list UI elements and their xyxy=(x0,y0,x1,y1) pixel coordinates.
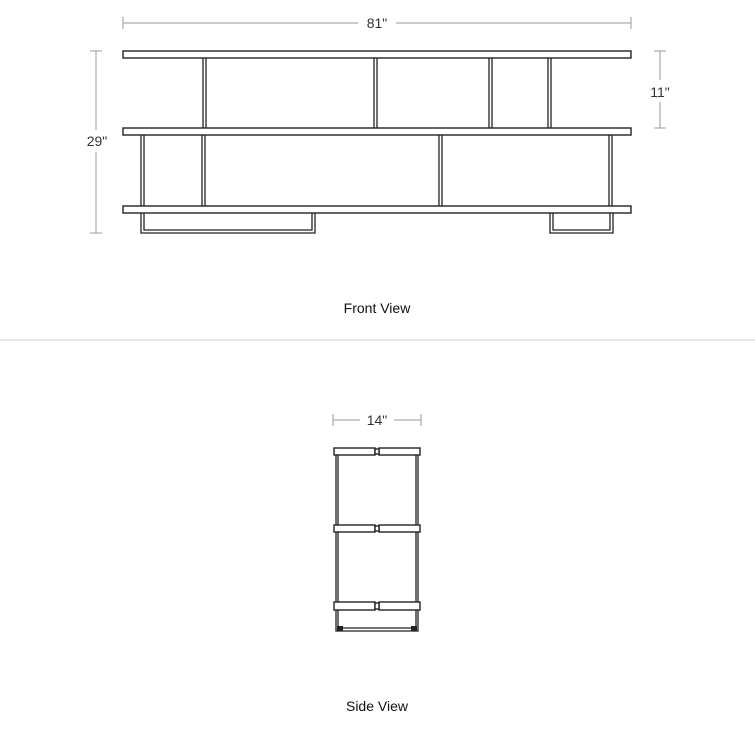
right-base-inner xyxy=(553,213,610,230)
side-top-shelf xyxy=(334,448,420,455)
top-shelf xyxy=(123,51,631,58)
shelf-joint xyxy=(375,526,379,531)
depth-dimension xyxy=(333,412,421,428)
upper-supports xyxy=(203,58,551,128)
height-dimension xyxy=(87,51,108,233)
middle-shelf xyxy=(123,128,631,135)
width-dimension xyxy=(123,15,631,31)
bottom-shelf xyxy=(123,206,631,213)
left-base-inner xyxy=(144,213,312,230)
side-foot xyxy=(337,626,343,631)
shelf-spacing-dimension xyxy=(650,51,670,128)
front-right-base xyxy=(550,213,613,233)
shelf-joint xyxy=(375,603,379,609)
side-foot xyxy=(411,626,417,631)
side-base-inner xyxy=(338,610,416,628)
side-shelf-half xyxy=(334,602,375,610)
lower-supports xyxy=(141,135,612,206)
side-view xyxy=(333,412,421,714)
height-dim-label: 29" xyxy=(86,133,108,149)
spacing-dim-label: 11" xyxy=(650,84,670,100)
side-shelf-half xyxy=(334,525,375,532)
depth-dim-label: 14" xyxy=(366,412,388,428)
side-shelf-half xyxy=(334,448,375,455)
side-base xyxy=(336,610,418,631)
side-shelf-half xyxy=(379,448,420,455)
side-shelf-half xyxy=(379,525,420,532)
width-dim-label: 81" xyxy=(366,15,388,31)
side-bottom-shelf xyxy=(334,602,420,610)
front-view xyxy=(87,15,670,316)
side-middle-shelf xyxy=(334,525,420,532)
side-shelf-half xyxy=(379,602,420,610)
side-view-label: Side View xyxy=(345,698,409,714)
front-left-base xyxy=(141,213,315,233)
shelf-joint xyxy=(375,449,379,454)
front-view-label: Front View xyxy=(343,300,411,316)
